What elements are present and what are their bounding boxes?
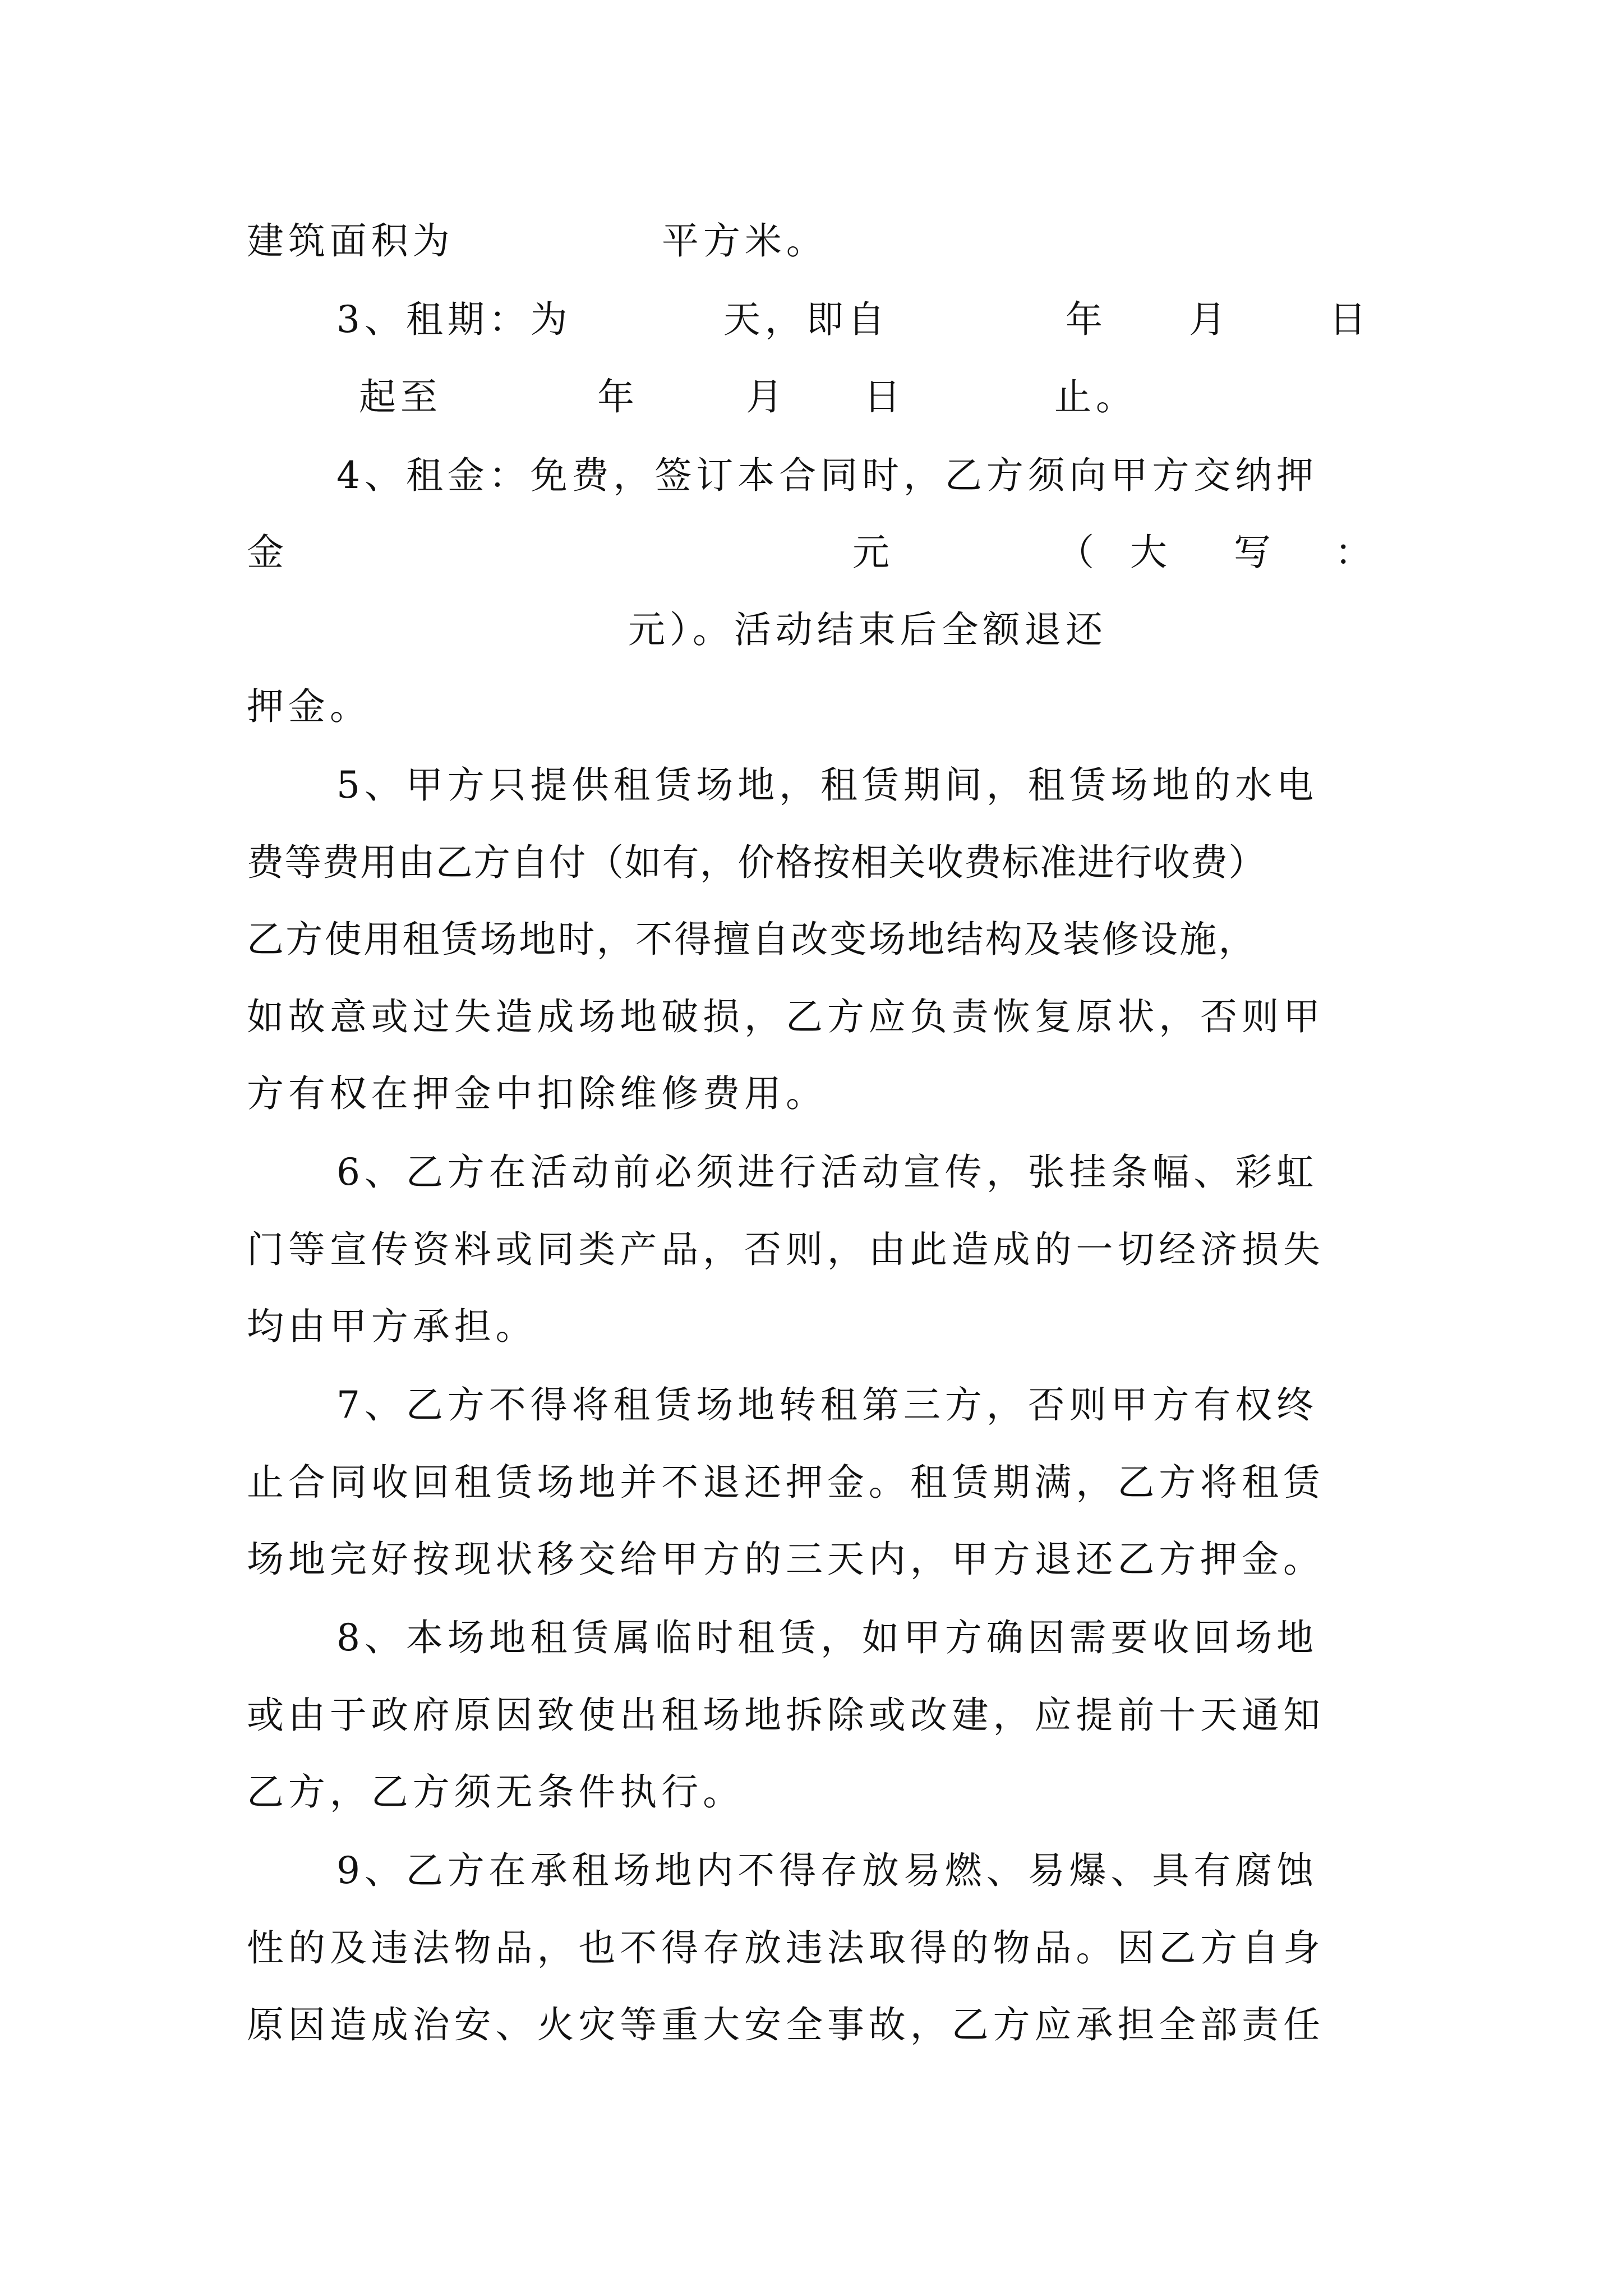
rent-line-1: 4、租金：免费，签订本合同时，乙方须向甲方交纳押 <box>336 454 1318 497</box>
term-until: 起至 <box>359 375 442 418</box>
clause-8-line-1: 8、本场地租赁属临时租赁，如甲方确因需要收回场地 <box>336 1616 1318 1659</box>
clause-9-line-1: 9、乙方在承租场地内不得存放易燃、易爆、具有腐蚀 <box>336 1849 1318 1892</box>
clause-9-line-2: 性的及违法物品，也不得存放违法取得的物品。因乙方自身 <box>247 1926 1325 1970</box>
rent-line-3: 元）。活动结束后全额退还 <box>628 608 1108 651</box>
term-start-day: 日 <box>1329 298 1371 341</box>
term-start-month: 月 <box>1189 298 1230 341</box>
area-line <box>247 208 1380 275</box>
clause-5-line-4: 如故意或过失造成场地破损，乙方应负责恢复原状，否则甲 <box>247 995 1325 1038</box>
term-start-year: 年 <box>1066 298 1107 341</box>
deposit-colon: ： <box>1335 531 1376 574</box>
term-line-2 <box>247 364 1380 431</box>
rent-line-4: 押金。 <box>247 685 371 728</box>
term-days: 天，即自 <box>723 298 889 341</box>
area-unit: 平方米。 <box>662 219 828 263</box>
clause-5-line-2: 费等费用由乙方自付（如有，价格按相关收费标准进行收费） <box>247 841 1266 884</box>
clause-5-line-3: 乙方使用租赁场地时，不得擅自改变场地结构及装修设施， <box>247 918 1257 961</box>
clause-7-line-1: 7、乙方不得将租赁场地转租第三方，否则甲方有权终 <box>336 1383 1318 1427</box>
term-end-year: 年 <box>597 375 639 418</box>
term-end-month: 月 <box>746 375 787 418</box>
deposit-unit: 元 <box>852 531 894 574</box>
deposit-capital-2: 写 <box>1234 531 1275 574</box>
rent-line-2 <box>247 519 1380 586</box>
term-end-day: 日 <box>864 375 905 418</box>
clause-5-line-5: 方有权在押金中扣除维修费用。 <box>247 1072 827 1115</box>
clause-6-line-3: 均由甲方承担。 <box>247 1305 537 1348</box>
term-line-1 <box>247 286 1380 353</box>
clause-7-line-2: 止合同收回租赁场地并不退还押金。租赁期满，乙方将租赁 <box>247 1461 1325 1504</box>
clause-5-line-1: 5、甲方只提供租赁场地，租赁期间，租赁场地的水电 <box>336 763 1318 807</box>
clause-7-line-3: 场地完好按现状移交给甲方的三天内，甲方退还乙方押金。 <box>247 1538 1325 1581</box>
clause-6-line-2: 门等宣传资料或同类产品，否则，由此造成的一切经济损失 <box>247 1228 1325 1271</box>
area-label: 建筑面积为 <box>247 219 454 263</box>
clause-8-line-3: 乙方，乙方须无条件执行。 <box>247 1770 745 1814</box>
deposit-capital-1: 大 <box>1130 531 1172 574</box>
clause-6-line-1: 6、乙方在活动前必须进行活动宣传，张挂条幅、彩虹 <box>336 1151 1318 1194</box>
clause-9-line-3: 原因造成治安、火灾等重大安全事故，乙方应承担全部责任 <box>247 2003 1325 2046</box>
deposit-paren: （ <box>1057 531 1099 574</box>
deposit-label: 金 <box>247 531 288 574</box>
term-end-label: 止。 <box>1054 375 1137 418</box>
clause-8-line-2: 或由于政府原因致使出租场地拆除或改建，应提前十天通知 <box>247 1694 1325 1737</box>
term-label: 3、租期：为 <box>336 298 572 341</box>
